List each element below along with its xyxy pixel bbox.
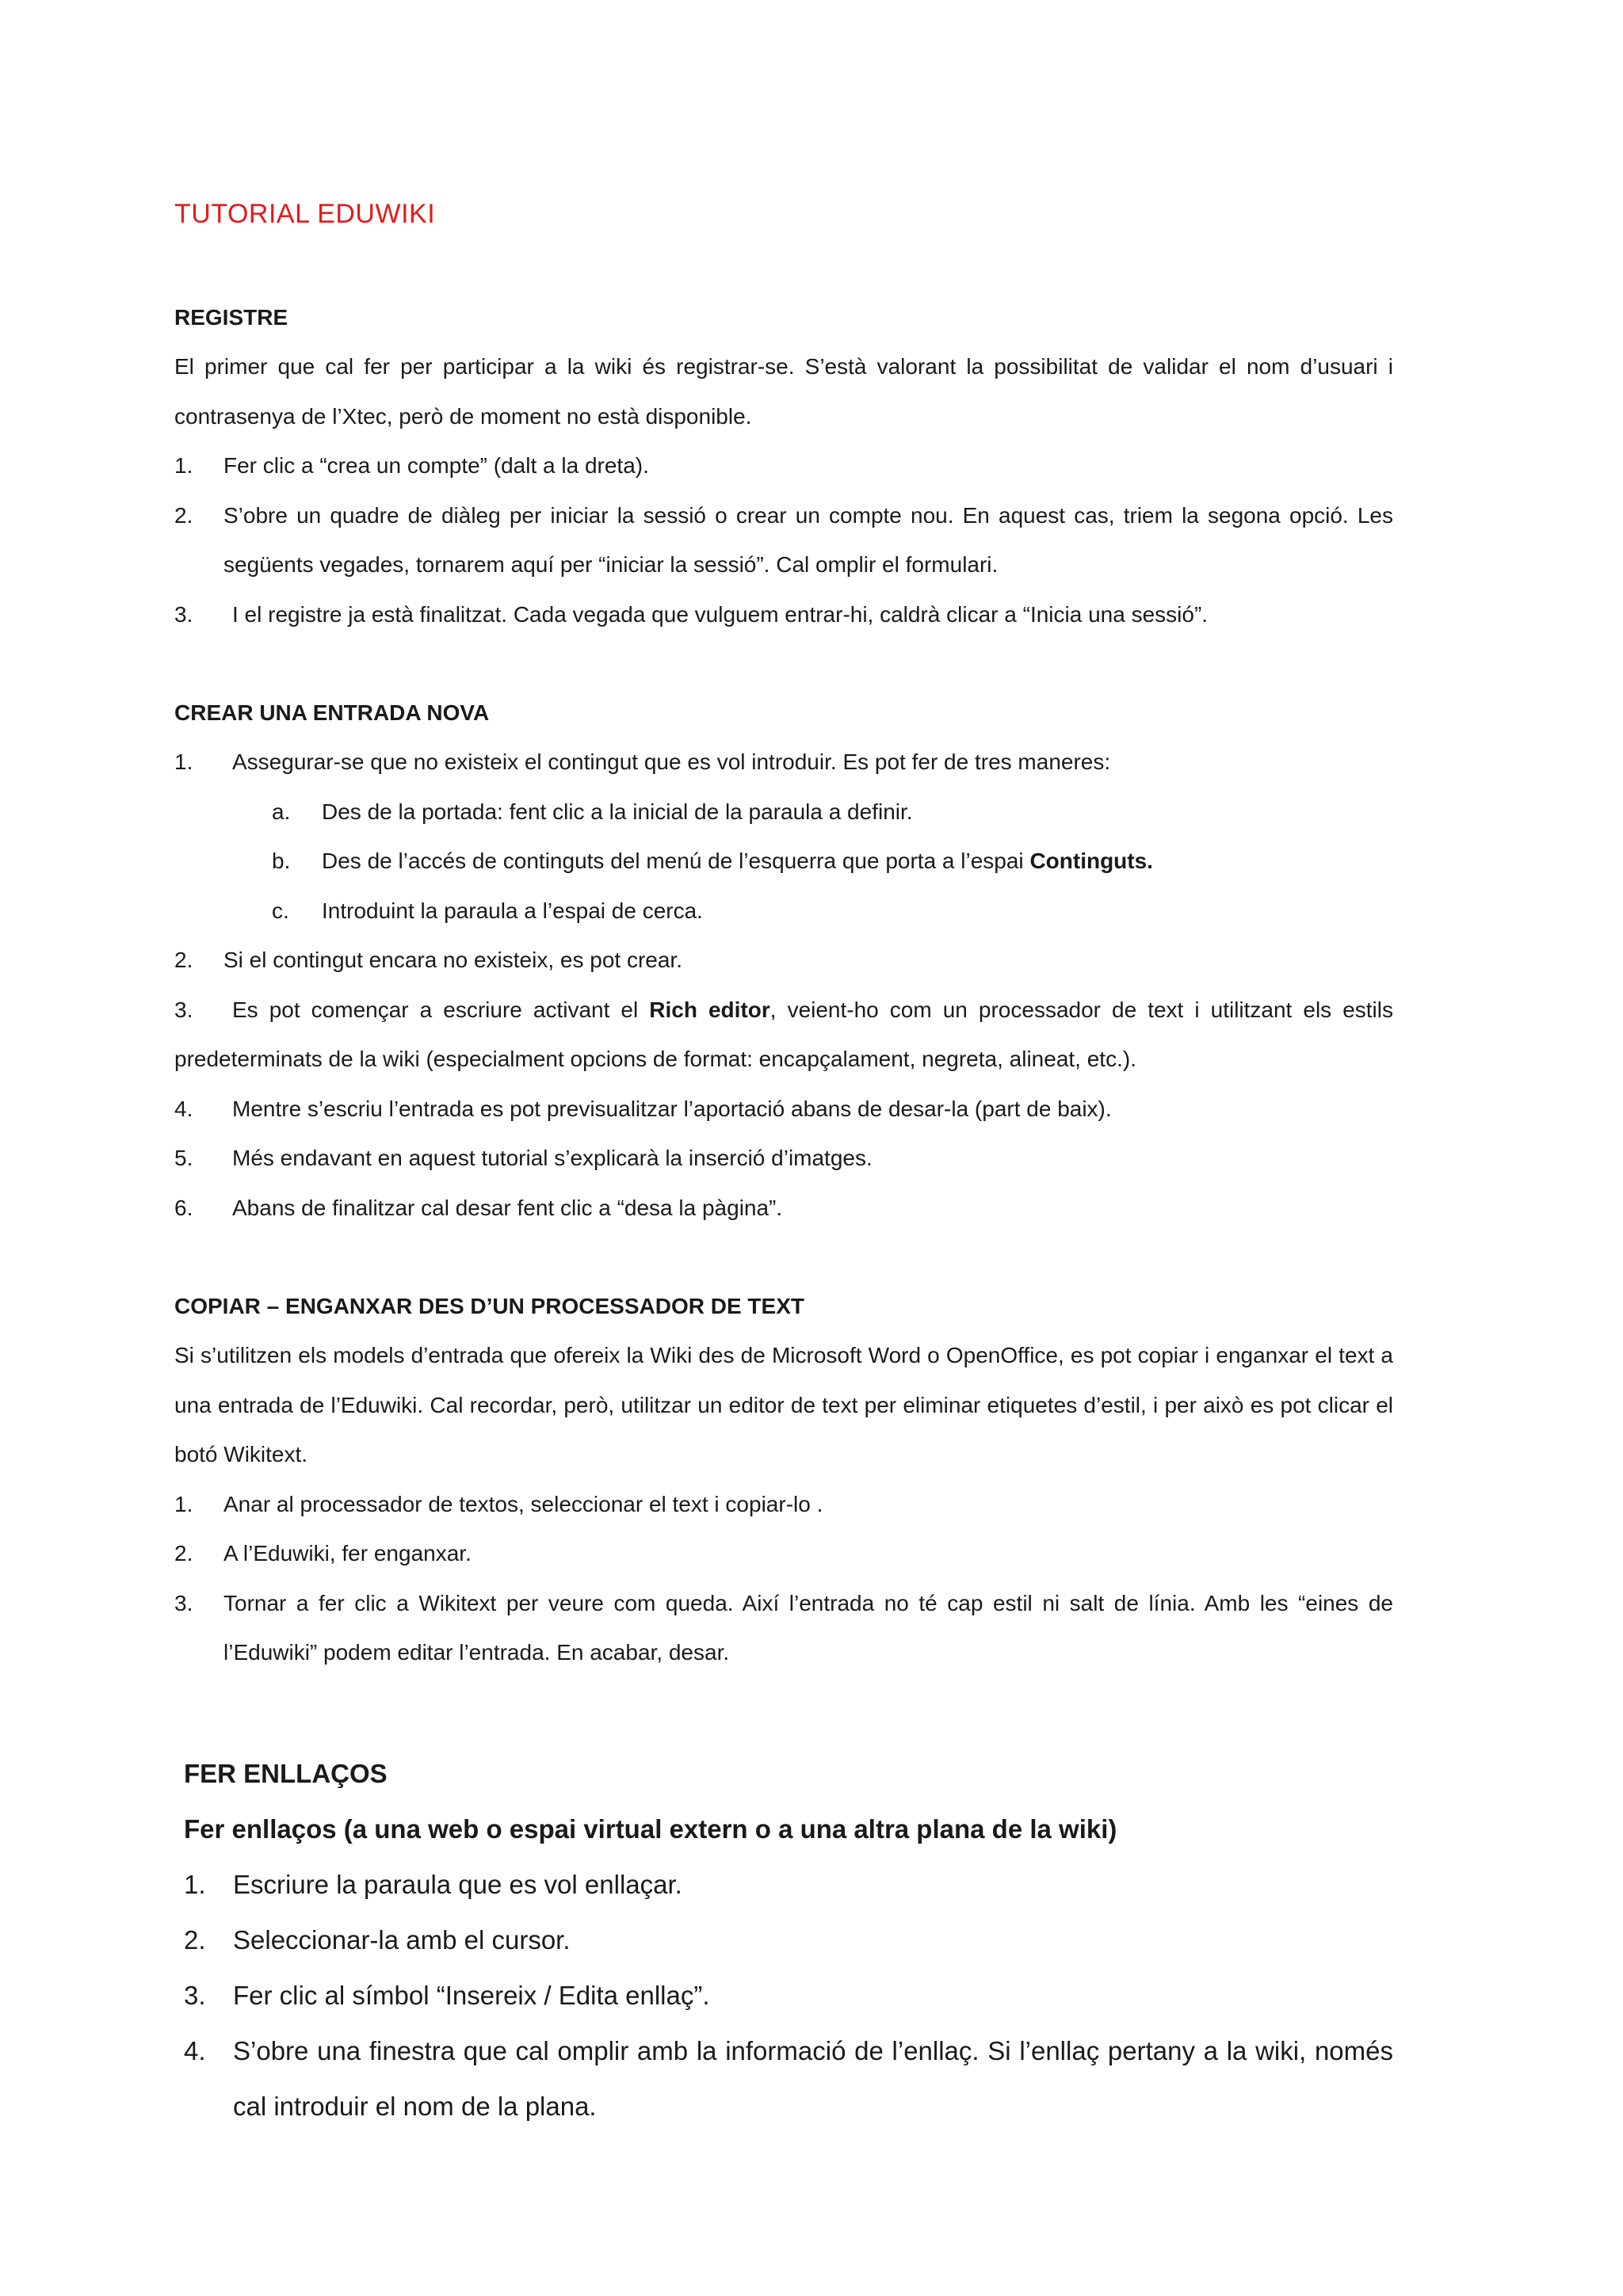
crear-list-continued	[174, 936, 1393, 986]
enllacos-list	[184, 1857, 1393, 2134]
list-item-text: Mentre s’escriu l’entrada es pot previsualitzar l’aportació abans de desar-la (part de baix).	[232, 1096, 1112, 1121]
list-number: 3.	[174, 601, 193, 627]
section-subheading-enllacos: Fer enllaços (a una web o espai virtual extern o a una altra plana de la wiki)	[184, 1814, 1117, 1844]
list-number: 1.	[174, 749, 193, 774]
list-item-text: Fer clic al símbol “Insereix / Edita enllaç”.	[233, 1981, 710, 2010]
sublist-letter: b.	[272, 849, 291, 873]
list-item-text: S’obre un quadre de diàleg per iniciar la sessió o crear un compte nou. En aquest cas, triem la segona opció. Les següents vegades, tornarem aquí per “iniciar la sessió”. Cal omplir el formulari.	[223, 502, 1393, 577]
list-number: 4.	[184, 2036, 206, 2065]
list-item	[174, 491, 1393, 590]
list-item-text: Si el contingut encara no existeix, es pot crear.	[223, 948, 682, 972]
crear-list-end	[174, 1085, 1393, 1234]
section-heading-copiar: COPIAR – ENGANXAR DES D’UN PROCESSADOR DE TEXT	[174, 1294, 804, 1318]
section-heading-registre: REGISTRE	[174, 305, 288, 330]
list-item	[174, 1085, 1393, 1135]
list-number: 2.	[174, 502, 193, 528]
list-number: 5.	[174, 1146, 193, 1170]
bold-term: Continguts.	[1029, 849, 1153, 873]
list-item-text: I el registre ja està finalitzat. Cada vegada que vulguem entrar-hi, caldrà clicar a “Inicia una sessió”.	[232, 601, 1209, 627]
registre-list	[174, 441, 1393, 639]
bold-term: Rich editor	[649, 997, 770, 1022]
sublist-item	[174, 887, 1393, 936]
list-item-text: Més endavant en aquest tutorial s’explicarà la inserció d’imatges.	[232, 1146, 873, 1170]
list-item	[174, 1134, 1393, 1184]
sublist-item-text: Des de l’accés de continguts del menú de l’esquerra que porta a l’espai	[322, 849, 1030, 873]
list-number: 3.	[174, 1590, 193, 1615]
sublist-item-text: Introduint la paraula a l’espai de cerca.	[322, 898, 703, 923]
list-item-text: Anar al processador de textos, seleccionar el text i copiar-lo .	[223, 1491, 823, 1516]
section-heading-enllacos: FER ENLLAÇOS	[184, 1759, 388, 1788]
list-item-text: Abans de finalitzar cal desar fent clic a “desa la pàgina”.	[232, 1195, 783, 1220]
list-item	[174, 1579, 1393, 1678]
list-number: 3.	[174, 997, 193, 1022]
list-number: 1.	[174, 1491, 193, 1516]
list-item	[174, 441, 1393, 491]
list-item-text: Es pot començar a escriure activant el	[232, 997, 650, 1022]
copiar-list	[174, 1480, 1393, 1678]
list-number: 1.	[174, 453, 193, 478]
sublist-item-text: Des de la portada: fent clic a la inicial de la paraula a definir.	[322, 799, 913, 824]
list-item-text: Seleccionar-la amb el cursor.	[233, 1925, 571, 1955]
list-number: 6.	[174, 1195, 193, 1220]
list-item	[184, 1857, 1393, 1913]
list-item	[174, 936, 1393, 986]
registre-intro: El primer que cal fer per participar a la wiki és registrar-se. S’està valorant la possibilitat de validar el nom d’usuari i contrasenya de l’Xtec, però de moment no està disponible.	[174, 354, 1393, 429]
section-heading-crear: CREAR UNA ENTRADA NOVA	[174, 700, 490, 725]
crear-sublist	[174, 788, 1393, 936]
list-number: 3.	[184, 1981, 206, 2010]
list-item-text: S’obre una finestra que cal omplir amb la informació de l’enllaç. Si l’enllaç pertany a la wiki, només cal introduir el nom de la plana.	[233, 2036, 1393, 2121]
list-item	[174, 738, 1393, 788]
sublist-letter: a.	[272, 799, 291, 824]
list-number: 2.	[174, 1541, 193, 1566]
list-item	[174, 590, 1393, 640]
list-item	[184, 2023, 1393, 2134]
copiar-intro: Si s’utilitzen els models d’entrada que ofereix la Wiki des de Microsoft Word o OpenOffice, es pot copiar i enganxar el text a una entrada de l’Eduwiki. Cal recordar, però, utilitzar un editor de text per eliminar etiquetes d’estil, i per això es pot clicar el botó Wikitext.	[174, 1343, 1393, 1466]
enllacos-section	[184, 1746, 1393, 2134]
list-number: 4.	[174, 1096, 193, 1121]
sublist-item	[174, 788, 1393, 837]
list-item	[174, 1184, 1393, 1234]
list-number: 2.	[174, 948, 193, 972]
list-item-text: Tornar a fer clic a Wikitext per veure com queda. Així l’entrada no té cap estil ni salt de línia. Amb les “eines de l’Eduwiki” podem editar l’entrada. En acabar, desar.	[223, 1590, 1393, 1665]
sublist-letter: c.	[272, 898, 289, 923]
list-item-text: Escriure la paraula que es vol enllaçar.	[233, 1870, 682, 1899]
list-item	[184, 1913, 1393, 1968]
list-item	[184, 1968, 1393, 2023]
list-item-text: Fer clic a “crea un compte” (dalt a la dreta).	[223, 453, 649, 478]
list-item	[174, 1480, 1393, 1530]
list-number: 2.	[184, 1925, 206, 1955]
list-item-unindented	[174, 986, 1393, 1085]
list-item-text: A l’Eduwiki, fer enganxar.	[223, 1541, 472, 1566]
list-item-text: Assegurar-se que no existeix el contingut que es vol introduir. Es pot fer de tres maneres:	[232, 749, 1111, 774]
sublist-item	[174, 837, 1393, 887]
list-item	[174, 1529, 1393, 1579]
list-number: 1.	[184, 1870, 206, 1899]
crear-list	[174, 738, 1393, 788]
document-body	[174, 193, 1393, 1678]
list-item-text: , veient-ho com un processador de text i utilitzant els estils predeterminats de la wiki (especialment opcions de format: encapçalament, negreta, alineat, etc.).	[174, 997, 1393, 1071]
page-title: TUTORIAL EDUWIKI	[174, 199, 436, 229]
